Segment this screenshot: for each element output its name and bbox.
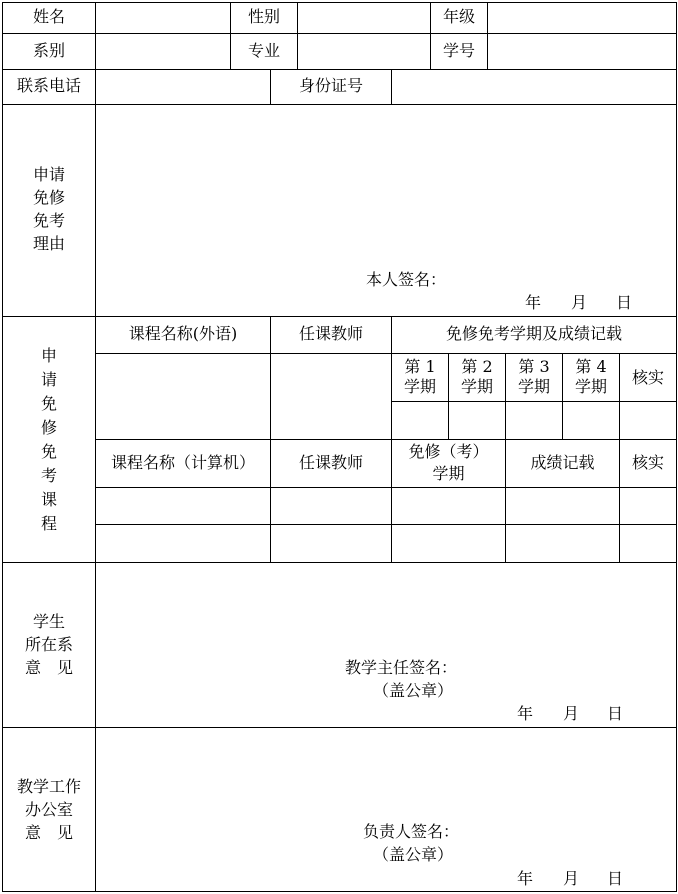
reason-date-day: 日	[616, 293, 633, 312]
computer-row-2-semester-field[interactable]	[392, 525, 505, 562]
office-opinion-label: 教学工作 办公室 意 见	[16, 777, 81, 842]
dept-opinion-textarea[interactable]	[96, 563, 676, 653]
computer-course-name-header: 课程名称（计算机）	[110, 453, 255, 472]
student-id-field[interactable]	[488, 34, 676, 69]
dept-date-month: 月	[563, 704, 580, 723]
semester-1-header: 第 1 学期	[403, 357, 436, 396]
foreign-course-name-header: 课程名称(外语)	[128, 324, 238, 343]
computer-row-1-course-field[interactable]	[96, 488, 270, 524]
gender-label: 性别	[247, 7, 280, 26]
computer-row-1-score-field[interactable]	[506, 488, 619, 524]
dept-date-year: 年	[517, 704, 534, 723]
student-id-label: 学号	[442, 41, 475, 60]
id-card-label: 身份证号	[298, 76, 363, 95]
reason-date-year: 年	[525, 293, 542, 312]
semester-2-score-field[interactable]	[449, 402, 505, 439]
applicant-signature-label: 本人签名：	[366, 270, 447, 289]
foreign-verify-field[interactable]	[620, 402, 676, 439]
computer-row-2-course-field[interactable]	[96, 525, 270, 562]
dept-field[interactable]	[96, 34, 230, 69]
semester-4-score-field[interactable]	[563, 402, 619, 439]
gender-field[interactable]	[298, 3, 430, 33]
reason-date-month: 月	[571, 293, 588, 312]
dept-opinion-label: 学生 所在系 意 见	[24, 612, 73, 677]
office-head-signature-label: 负责人签名：	[363, 822, 460, 841]
computer-row-2-score-field[interactable]	[506, 525, 619, 562]
dept-date-day: 日	[607, 704, 624, 723]
office-date-year: 年	[517, 869, 534, 888]
phone-label: 联系电话	[16, 76, 81, 95]
computer-row-1-semester-field[interactable]	[392, 488, 505, 524]
semester-2-header: 第 2 学期	[460, 357, 493, 396]
computer-row-1-verify-field[interactable]	[620, 488, 676, 524]
computer-row-2-teacher-field[interactable]	[271, 525, 391, 562]
foreign-course-name-field[interactable]	[96, 354, 270, 439]
name-label: 姓名	[32, 7, 65, 26]
grade-field[interactable]	[488, 3, 676, 33]
office-date-day: 日	[607, 869, 624, 888]
name-field[interactable]	[96, 3, 230, 33]
office-opinion-textarea[interactable]	[96, 728, 676, 818]
foreign-verify-header: 核实	[631, 368, 664, 387]
computer-score-header: 成绩记载	[530, 453, 595, 472]
computer-row-2-verify-field[interactable]	[620, 525, 676, 562]
grade-label: 年级	[442, 7, 475, 26]
dept-label: 系别	[32, 41, 65, 60]
foreign-record-header: 免修免考学期及成绩记载	[445, 324, 622, 343]
computer-row-1-teacher-field[interactable]	[271, 488, 391, 524]
office-date-month: 月	[563, 869, 580, 888]
courses-label: 申 请 免 修 免 考 课 程	[40, 346, 57, 533]
computer-semester-header: 免修（考） 学期	[408, 442, 489, 483]
dept-director-signature-label: 教学主任签名：	[345, 658, 458, 677]
office-stamp-label: （盖公章）	[373, 845, 454, 864]
id-card-field[interactable]	[392, 70, 676, 104]
reason-textarea[interactable]	[96, 105, 676, 265]
major-label: 专业	[247, 41, 280, 60]
computer-verify-header: 核实	[631, 453, 664, 472]
phone-field[interactable]	[96, 70, 270, 104]
computer-teacher-header: 任课教师	[298, 453, 363, 472]
reason-label: 申请 免修 免考 理由	[32, 165, 65, 253]
semester-4-header: 第 4 学期	[574, 357, 607, 396]
foreign-teacher-header: 任课教师	[298, 324, 363, 343]
foreign-teacher-field[interactable]	[271, 354, 391, 439]
semester-3-score-field[interactable]	[506, 402, 562, 439]
semester-1-score-field[interactable]	[392, 402, 448, 439]
dept-stamp-label: （盖公章）	[373, 681, 454, 700]
major-field[interactable]	[298, 34, 430, 69]
semester-3-header: 第 3 学期	[517, 357, 550, 396]
